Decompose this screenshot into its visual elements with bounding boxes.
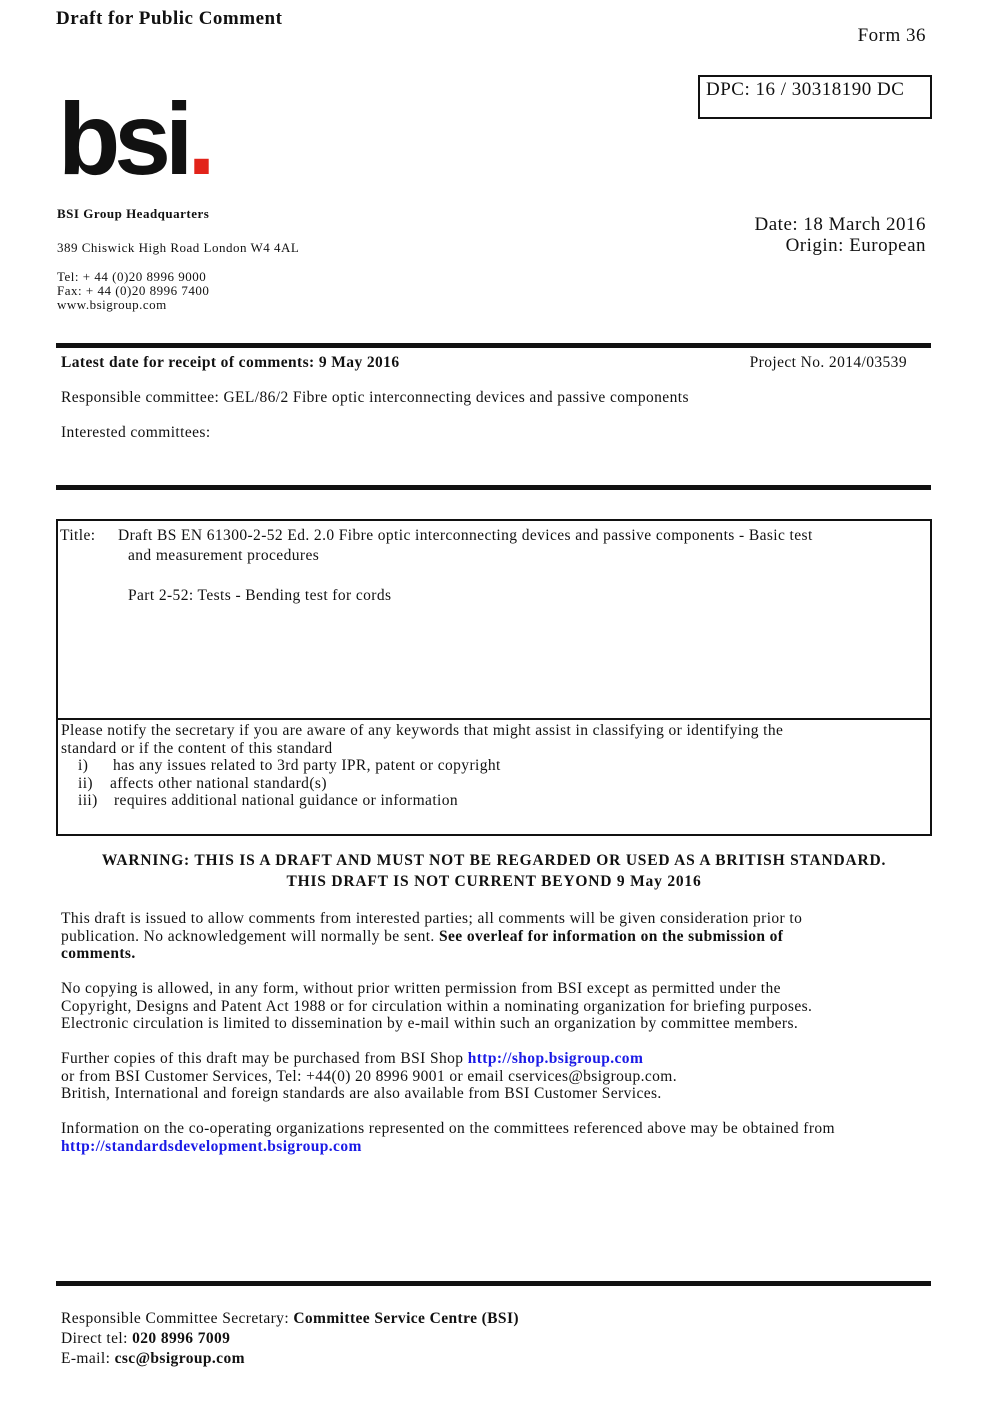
footer-email — [61, 1350, 245, 1368]
p2-line-3: Electronic circulation is limited to dissemination by e-mail within such an organization by committee members. — [61, 1015, 799, 1032]
origin: Origin: European — [785, 235, 926, 256]
secretary-label: Responsible Committee Secretary: — [61, 1310, 290, 1327]
divider-top — [56, 343, 931, 348]
interested-committees: Interested committees: — [61, 424, 211, 441]
p4-line-1: Information on the co-operating organizations represented on the committees referenced above may be obtained from — [61, 1120, 835, 1137]
notify-item-3-text: requires additional national guidance or information — [114, 792, 459, 809]
project-number: Project No. 2014/03539 — [749, 354, 907, 371]
tel-value: 020 8996 7009 — [132, 1330, 231, 1347]
secretary-value: Committee Service Centre (BSI) — [293, 1310, 519, 1327]
address-org: BSI Group Headquarters — [57, 206, 210, 221]
notify-item-2-num: ii) — [78, 775, 93, 792]
p1-line-2 — [61, 928, 783, 946]
p1-line-3: comments. — [61, 945, 136, 962]
dpc-reference-box — [698, 75, 932, 119]
email-label: E-mail: — [61, 1350, 111, 1367]
p1-line-2-bold: See overleaf for information on the submission of — [439, 928, 784, 945]
title-line-1: Draft BS EN 61300-2-52 Ed. 2.0 Fibre optic interconnecting devices and passive components - Basic test — [118, 527, 813, 544]
address-fax: Fax: + 44 (0)20 8996 7400 — [57, 283, 210, 298]
standards-development-link[interactable]: http://standardsdevelopment.bsigroup.com — [61, 1138, 362, 1155]
p3-line-1 — [61, 1050, 643, 1068]
dpc-reference: DPC: 16 / 30318190 DC — [706, 79, 905, 100]
divider-middle — [56, 485, 931, 490]
address-street: 389 Chiswick High Road London W4 4AL — [57, 240, 300, 255]
date: Date: 18 March 2016 — [754, 214, 926, 235]
logo-dot: . — [187, 82, 210, 196]
latest-date: Latest date for receipt of comments: 9 May 2016 — [61, 354, 400, 371]
title-label: Title: — [60, 527, 96, 544]
tel-label: Direct tel: — [61, 1330, 128, 1347]
footer-secretary — [61, 1310, 519, 1328]
footer-tel — [61, 1330, 230, 1348]
notify-line-1: Please notify the secretary if you are aware of any keywords that might assist in classifying or identifying the — [61, 722, 784, 739]
notify-item-1-num: i) — [78, 757, 89, 774]
p1-line-1: This draft is issued to allow comments from interested parties; all comments will be given consideration prior to — [61, 910, 803, 927]
logo-text: bsi — [58, 82, 188, 196]
p1-line-2-plain: publication. No acknowledgement will normally be sent. — [61, 928, 435, 945]
p3-line-3: British, International and foreign standards are also available from BSI Customer Services. — [61, 1085, 662, 1102]
draft-label: Draft for Public Comment — [56, 8, 283, 29]
notify-line-2: standard or if the content of this standard — [61, 740, 333, 757]
warning-line-2: THIS DRAFT IS NOT CURRENT BEYOND 9 May 2016 — [286, 873, 702, 890]
shop-link[interactable]: http://shop.bsigroup.com — [467, 1050, 644, 1067]
p3-line-2: or from BSI Customer Services, Tel: +44(0) 20 8996 9001 or email cservices@bsigroup.com. — [61, 1068, 678, 1085]
address-web[interactable]: www.bsigroup.com — [57, 297, 167, 312]
email-value[interactable]: csc@bsigroup.com — [114, 1350, 245, 1367]
title-line-2: and measurement procedures — [128, 547, 320, 564]
notify-item-2-text: affects other national standard(s) — [110, 775, 327, 792]
p2-line-2: Copyright, Designs and Patent Act 1988 or for circulation within a nominating organization for briefing purposes. — [61, 998, 813, 1015]
divider-bottom — [56, 1281, 931, 1286]
title-box — [56, 519, 932, 836]
p2-line-1: No copying is allowed, in any form, without prior written permission from BSI except as permitted under the — [61, 980, 781, 997]
title-box-divider — [58, 718, 930, 720]
address-tel: Tel: + 44 (0)20 8996 9000 — [57, 269, 207, 284]
form-number: Form 36 — [857, 25, 926, 46]
notify-item-1-text: has any issues related to 3rd party IPR, patent or copyright — [113, 757, 501, 774]
notify-item-3-num: iii) — [78, 792, 98, 809]
responsible-committee: Responsible committee: GEL/86/2 Fibre optic interconnecting devices and passive components — [61, 389, 689, 406]
title-part: Part 2-52: Tests - Bending test for cords — [128, 587, 392, 604]
warning-line-1: WARNING: THIS IS A DRAFT AND MUST NOT BE REGARDED OR USED AS A BRITISH STANDARD. — [101, 852, 887, 869]
p3-line-1-plain: Further copies of this draft may be purchased from BSI Shop — [61, 1050, 464, 1067]
bsi-logo — [58, 82, 210, 196]
